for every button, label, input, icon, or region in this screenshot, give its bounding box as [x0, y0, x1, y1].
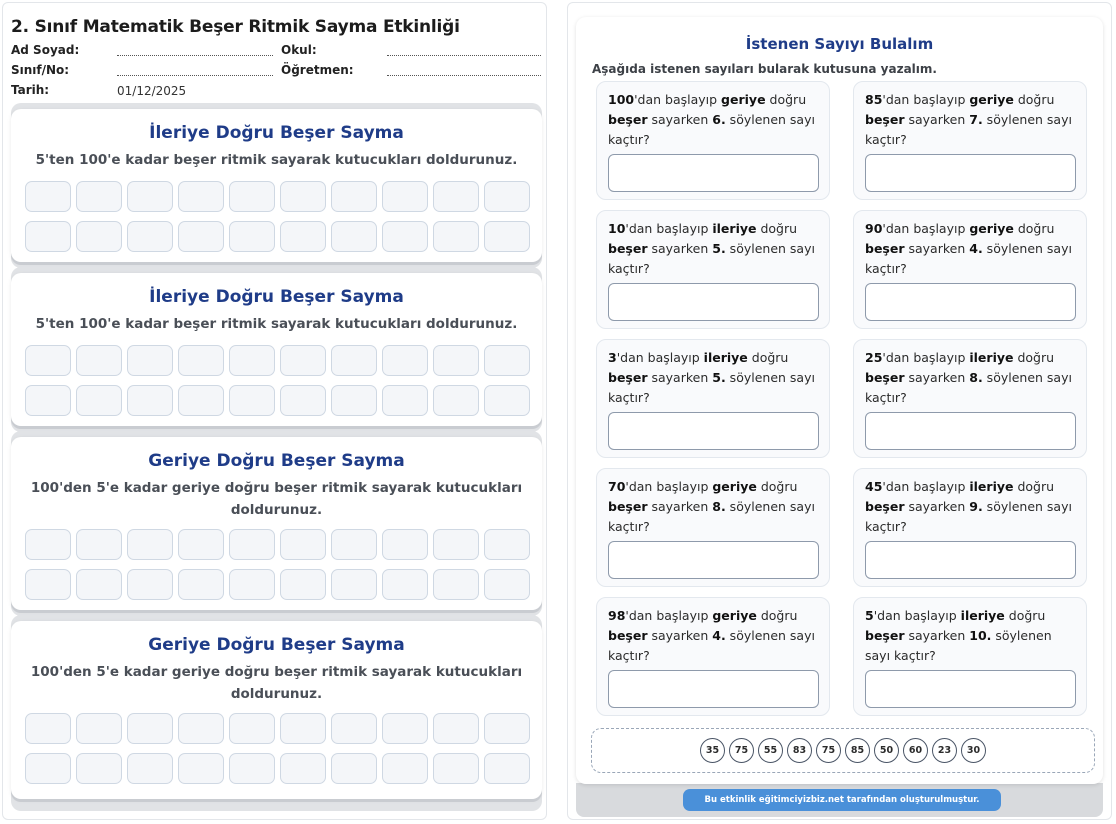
question-card	[596, 468, 830, 587]
question-text	[865, 219, 1078, 279]
question-fragment: sayarken	[647, 112, 713, 127]
ordinal: 5.	[712, 241, 726, 256]
question-fragment: söylenen sayı kaçtır?	[608, 499, 815, 534]
answer-cell[interactable]	[433, 181, 479, 212]
answer-cell[interactable]	[382, 221, 428, 252]
answer-cell[interactable]	[178, 221, 224, 252]
answer-cell[interactable]	[25, 221, 71, 252]
ordinal: 8.	[712, 499, 726, 514]
question-fragment: sayarken	[647, 628, 713, 643]
direction-word: ileriye	[712, 221, 757, 236]
question-fragment: sayarken	[904, 628, 970, 643]
worksheet-title: 2. Sınıf Matematik Beşer Ritmik Sayma Etkinliği	[11, 17, 460, 37]
teacher-label: Öğretmen:	[281, 63, 354, 77]
start-number: 3	[608, 350, 617, 365]
ordinal: 6.	[712, 112, 726, 127]
question-fragment: 'dan başlayıp	[882, 479, 970, 494]
section-title: Geriye Doğru Beşer Sayma	[148, 635, 405, 655]
answer-cell[interactable]	[127, 385, 173, 416]
card-title: İstenen Sayıyı Bulalım	[745, 35, 934, 53]
answer-cell[interactable]	[382, 385, 428, 416]
answer-cell[interactable]	[25, 345, 71, 376]
date-value: 01/12/2025	[117, 84, 187, 98]
question-text	[608, 606, 821, 666]
start-number: 45	[865, 479, 883, 494]
student-info-block	[11, 43, 538, 103]
question-fragment: söylenen sayı kaçtır?	[865, 112, 1072, 147]
question-fragment: söylenen sayı kaçtır?	[608, 370, 815, 405]
question-fragment: 'dan başlayıp	[625, 221, 713, 236]
answer-cell[interactable]	[433, 345, 479, 376]
answer-cell[interactable]	[229, 181, 275, 212]
question-card	[853, 210, 1087, 329]
section-instruction: 100'den 5'e kadar geriye doğru beşer ritmik sayarak kutucukları doldurunuz.	[30, 664, 523, 702]
answer-cell[interactable]	[484, 569, 530, 600]
question-fragment: söylenen sayı kaçtır?	[865, 499, 1072, 534]
answer-cell[interactable]	[484, 221, 530, 252]
question-fragment: söylenen sayı kaçtır?	[608, 112, 815, 147]
answer-cell[interactable]	[280, 221, 326, 252]
direction-word: ileriye	[969, 479, 1014, 494]
question-text	[865, 348, 1078, 408]
question-card	[596, 597, 830, 716]
step-word: beşer	[865, 112, 905, 127]
class-label: Sınıf/No:	[11, 63, 70, 77]
answer-grid	[25, 345, 528, 416]
info-row-class-teacher	[11, 63, 538, 83]
question-card	[596, 81, 830, 200]
answer-cell[interactable]	[382, 753, 428, 784]
question-card	[853, 597, 1087, 716]
answer-cell[interactable]	[25, 753, 71, 784]
answer-box[interactable]	[865, 154, 1076, 192]
question-text	[608, 348, 821, 408]
question-fragment: söylenen sayı kaçtır?	[865, 628, 1052, 663]
answer-chip: 50	[874, 738, 899, 763]
question-fragment: söylenen sayı kaçtır?	[865, 370, 1072, 405]
answer-cell[interactable]	[229, 529, 275, 560]
question-fragment: sayarken	[647, 499, 713, 514]
section-instruction: 5'ten 100'e kadar beşer ritmik sayarak kutucukları doldurunuz.	[35, 316, 518, 332]
answer-cell[interactable]	[382, 529, 428, 560]
answer-chip: 23	[932, 738, 957, 763]
school-label: Okul:	[281, 43, 317, 57]
step-word: beşer	[865, 241, 905, 256]
answer-box[interactable]	[865, 412, 1076, 450]
direction-word: ileriye	[969, 350, 1014, 365]
question-fragment: doğru	[1013, 221, 1055, 236]
answer-cell[interactable]	[76, 221, 122, 252]
question-card	[596, 339, 830, 458]
question-fragment: 'dan başlayıp	[882, 92, 970, 107]
answer-cell[interactable]	[25, 385, 71, 416]
question-fragment: doğru	[1004, 608, 1046, 623]
answer-cell[interactable]	[382, 713, 428, 744]
section-title: Geriye Doğru Beşer Sayma	[148, 451, 405, 471]
question-fragment: sayarken	[904, 499, 970, 514]
teacher-field[interactable]	[387, 75, 541, 76]
question-fragment: 'dan başlayıp	[873, 608, 961, 623]
answer-cell[interactable]	[433, 713, 479, 744]
ordinal: 8.	[969, 370, 983, 385]
answer-grid	[25, 713, 528, 784]
answer-cell[interactable]	[229, 221, 275, 252]
answer-cell[interactable]	[280, 569, 326, 600]
start-number: 5	[865, 608, 874, 623]
answer-cell[interactable]	[76, 569, 122, 600]
answer-cell[interactable]	[484, 345, 530, 376]
answer-box[interactable]	[608, 412, 819, 450]
section-instruction: 100'den 5'e kadar geriye doğru beşer ritmik sayarak kutucukları doldurunuz.	[30, 480, 523, 518]
question-fragment: doğru	[1013, 479, 1055, 494]
section-title: İleriye Doğru Beşer Sayma	[149, 123, 404, 143]
footer-credit: Bu etkinlik eğitimciyizbiz.net tarafından oluşturulmuştur.	[683, 789, 1001, 811]
ordinal: 4.	[712, 628, 726, 643]
answer-cell[interactable]	[229, 345, 275, 376]
answer-cell[interactable]	[25, 569, 71, 600]
step-word: beşer	[608, 370, 648, 385]
direction-word: geriye	[712, 479, 757, 494]
card-instruction: Aşağıda istenen sayıları bularak kutusuna yazalım.	[592, 62, 937, 76]
answer-cell[interactable]	[76, 385, 122, 416]
answer-cell[interactable]	[178, 753, 224, 784]
question-card	[596, 210, 830, 329]
question-card	[853, 339, 1087, 458]
question-text	[608, 90, 821, 150]
question-fragment: doğru	[1013, 92, 1055, 107]
answer-cell[interactable]	[382, 181, 428, 212]
step-word: beşer	[865, 499, 905, 514]
ordinal: 7.	[969, 112, 983, 127]
counting-section	[11, 109, 542, 262]
direction-word: geriye	[721, 92, 766, 107]
answer-cell[interactable]	[25, 713, 71, 744]
question-text	[608, 477, 821, 537]
answer-cell[interactable]	[127, 345, 173, 376]
ordinal: 10.	[969, 628, 992, 643]
question-fragment: sayarken	[904, 112, 970, 127]
start-number: 90	[865, 221, 883, 236]
answer-cell[interactable]	[76, 753, 122, 784]
answer-box[interactable]	[865, 541, 1076, 579]
question-fragment: doğru	[747, 350, 789, 365]
question-fragment: sayarken	[647, 241, 713, 256]
direction-word: geriye	[969, 221, 1014, 236]
question-text	[865, 477, 1078, 537]
answer-cell[interactable]	[433, 221, 479, 252]
answer-box[interactable]	[865, 670, 1076, 708]
question-text	[865, 606, 1078, 666]
question-fragment: sayarken	[647, 370, 713, 385]
info-row-name-school	[11, 43, 538, 63]
step-word: beşer	[608, 499, 648, 514]
direction-word: geriye	[969, 92, 1014, 107]
date-label: Tarih:	[11, 83, 50, 97]
question-fragment: 'dan başlayıp	[616, 350, 704, 365]
question-card	[853, 468, 1087, 587]
answer-chip: 75	[816, 738, 841, 763]
step-word: beşer	[608, 241, 648, 256]
answer-bank	[591, 728, 1095, 773]
answer-chip: 85	[845, 738, 870, 763]
answer-box[interactable]	[608, 283, 819, 321]
answer-cell[interactable]	[127, 569, 173, 600]
direction-word: geriye	[712, 608, 757, 623]
answer-box[interactable]	[608, 541, 819, 579]
answer-cell[interactable]	[331, 753, 377, 784]
answer-cell[interactable]	[280, 753, 326, 784]
answer-cell[interactable]	[280, 385, 326, 416]
answer-cell[interactable]	[229, 753, 275, 784]
answer-cell[interactable]	[331, 569, 377, 600]
start-number: 10	[608, 221, 626, 236]
name-label: Ad Soyad:	[11, 43, 80, 57]
answer-cell[interactable]	[280, 345, 326, 376]
direction-word: ileriye	[960, 608, 1005, 623]
answer-cell[interactable]	[178, 385, 224, 416]
answer-cell[interactable]	[433, 529, 479, 560]
question-fragment: doğru	[1013, 350, 1055, 365]
answer-cell[interactable]	[25, 181, 71, 212]
answer-box[interactable]	[608, 154, 819, 192]
section-instruction: 5'ten 100'e kadar beşer ritmik sayarak kutucukları doldurunuz.	[35, 152, 518, 168]
counting-section	[11, 621, 542, 799]
ordinal: 4.	[969, 241, 983, 256]
answer-cell[interactable]	[433, 385, 479, 416]
question-fragment: doğru	[756, 608, 798, 623]
answer-cell[interactable]	[229, 385, 275, 416]
left-worksheet-page	[2, 2, 547, 820]
answer-cell[interactable]	[280, 713, 326, 744]
answer-cell[interactable]	[382, 569, 428, 600]
step-word: beşer	[608, 112, 648, 127]
start-number: 98	[608, 608, 626, 623]
answer-cell[interactable]	[178, 569, 224, 600]
answer-chip: 55	[758, 738, 783, 763]
answer-cell[interactable]	[76, 181, 122, 212]
start-number: 100	[608, 92, 635, 107]
answer-chip: 35	[700, 738, 725, 763]
answer-cell[interactable]	[178, 713, 224, 744]
answer-cell[interactable]	[127, 221, 173, 252]
answer-cell[interactable]	[127, 713, 173, 744]
counting-section	[11, 273, 542, 426]
answer-cell[interactable]	[25, 529, 71, 560]
answer-cell[interactable]	[484, 713, 530, 744]
question-fragment: 'dan başlayıp	[625, 608, 713, 623]
question-fragment: söylenen sayı kaçtır?	[608, 241, 815, 276]
answer-box[interactable]	[608, 670, 819, 708]
question-fragment: sayarken	[904, 370, 970, 385]
answer-chip: 30	[961, 738, 986, 763]
question-fragment: doğru	[756, 479, 798, 494]
answer-cell[interactable]	[433, 569, 479, 600]
answer-cell[interactable]	[484, 385, 530, 416]
question-fragment: doğru	[756, 221, 798, 236]
answer-box[interactable]	[865, 283, 1076, 321]
question-fragment: 'dan başlayıp	[882, 350, 970, 365]
answer-cell[interactable]	[127, 181, 173, 212]
answer-cell[interactable]	[331, 181, 377, 212]
find-number-card	[576, 17, 1103, 784]
answer-chip: 83	[787, 738, 812, 763]
answer-cell[interactable]	[127, 753, 173, 784]
answer-cell[interactable]	[76, 529, 122, 560]
start-number: 25	[865, 350, 883, 365]
info-row-date	[11, 83, 538, 103]
name-field[interactable]	[117, 55, 273, 56]
answer-cell[interactable]	[331, 345, 377, 376]
answer-grid	[25, 529, 528, 600]
ordinal: 5.	[712, 370, 726, 385]
answer-chip: 60	[903, 738, 928, 763]
question-fragment: doğru	[765, 92, 807, 107]
answer-cell[interactable]	[382, 345, 428, 376]
question-fragment: 'dan başlayıp	[882, 221, 970, 236]
question-fragment: 'dan başlayıp	[625, 479, 713, 494]
answer-cell[interactable]	[127, 529, 173, 560]
question-text	[865, 90, 1078, 150]
section-title: İleriye Doğru Beşer Sayma	[149, 287, 404, 307]
answer-cell[interactable]	[484, 529, 530, 560]
ordinal: 9.	[969, 499, 983, 514]
answer-cell[interactable]	[76, 713, 122, 744]
step-word: beşer	[865, 370, 905, 385]
answer-cell[interactable]	[433, 753, 479, 784]
answer-cell[interactable]	[331, 529, 377, 560]
answer-cell[interactable]	[178, 529, 224, 560]
right-worksheet-page	[567, 2, 1112, 820]
question-fragment: söylenen sayı kaçtır?	[608, 628, 815, 663]
answer-cell[interactable]	[484, 181, 530, 212]
answer-cell[interactable]	[229, 713, 275, 744]
answer-grid	[25, 181, 528, 252]
answer-cell[interactable]	[76, 345, 122, 376]
answer-cell[interactable]	[331, 385, 377, 416]
class-field[interactable]	[117, 75, 273, 76]
answer-cell[interactable]	[178, 345, 224, 376]
answer-cell[interactable]	[280, 181, 326, 212]
question-fragment: sayarken	[904, 241, 970, 256]
answer-cell[interactable]	[484, 753, 530, 784]
direction-word: ileriye	[703, 350, 748, 365]
answer-cell[interactable]	[331, 221, 377, 252]
question-text	[608, 219, 821, 279]
answer-cell[interactable]	[280, 529, 326, 560]
question-fragment: söylenen sayı kaçtır?	[865, 241, 1072, 276]
question-fragment: 'dan başlayıp	[634, 92, 722, 107]
answer-chip: 75	[729, 738, 754, 763]
counting-section	[11, 437, 542, 610]
answer-cell[interactable]	[229, 569, 275, 600]
school-field[interactable]	[387, 55, 541, 56]
step-word: beşer	[608, 628, 648, 643]
answer-cell[interactable]	[178, 181, 224, 212]
step-word: beşer	[865, 628, 905, 643]
answer-cell[interactable]	[331, 713, 377, 744]
question-card	[853, 81, 1087, 200]
start-number: 85	[865, 92, 883, 107]
start-number: 70	[608, 479, 626, 494]
